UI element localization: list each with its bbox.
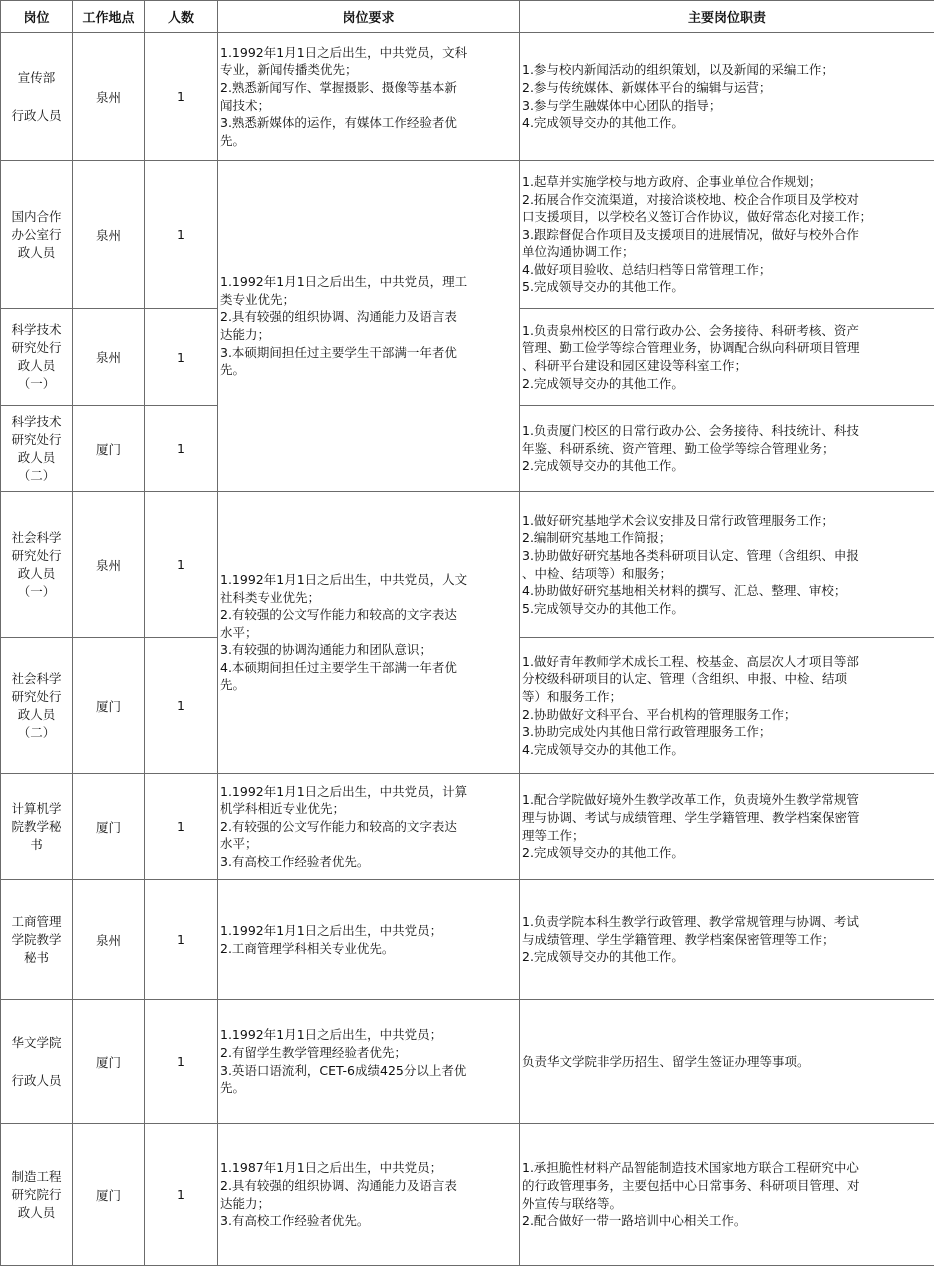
requirement-line: 专业，新闻传播类优先； (220, 62, 358, 78)
position-cell (1, 774, 73, 880)
requirement-line: 3.熟悉新媒体的运作，有媒体工作经验者优 (220, 115, 457, 131)
requirement-line: 2.具有较强的组织协调、沟通能力及语言表 (220, 309, 457, 325)
duty-line: 5.完成领导交办的其他工作。 (522, 600, 684, 616)
table-row (1, 1000, 934, 1124)
position-line: （二） (17, 467, 56, 483)
requirement-line: 机学科相近专业优先； (220, 801, 346, 817)
position-line: 工商管理 (11, 913, 62, 929)
duties-cell (520, 774, 934, 880)
duty-line: 的行政管理事务，主要包括中心日常事务、科研项目管理、对 (522, 1177, 860, 1193)
duty-line: 1.参与校内新闻活动的组织策划，以及新闻的采编工作； (522, 62, 834, 78)
duty-line: 与成绩管理、学生学籍管理、教学档案保密管理等工作； (522, 931, 835, 947)
duty-line: 2.编制研究基地工作简报； (522, 530, 672, 546)
count-cell: 1 (145, 1000, 218, 1124)
requirements-cell-merged (218, 492, 520, 774)
position-line: 研究处行 (11, 547, 62, 563)
duty-line: 口支援项目，以学校名义签订合作协议，做好常态化对接工作； (522, 209, 873, 225)
requirement-line: 社科类专业优先； (220, 589, 321, 605)
requirement-line: 先。 (220, 1080, 246, 1096)
requirement-line: 2.熟悉新闻写作、掌握摄影、摄像等基本新 (220, 79, 457, 95)
requirements-cell (218, 33, 520, 161)
duty-line: 1.配合学院做好境外生教学改革工作，负责境外生教学常规管 (522, 792, 859, 808)
duties-cell (520, 492, 934, 638)
position-line: 行政人员 (11, 1072, 62, 1088)
position-line: 计算机学 (11, 800, 62, 816)
duty-line: 1.负责厦门校区的日常行政办公、会务接待、科技统计、科技 (522, 423, 859, 439)
location-cell: 厦门 (73, 638, 145, 774)
requirement-line: 水平； (220, 624, 258, 640)
position-cell (1, 880, 73, 1000)
duties-cell (520, 1124, 934, 1266)
duty-line: 1.负责泉州校区的日常行政办公、会务接待、科研考核、资产 (522, 322, 859, 338)
header-count: 人数 (145, 1, 218, 33)
duty-line: 2.参与传统媒体、新媒体平台的编辑与运营； (522, 79, 772, 95)
requirement-line: 1.1992年1月1日之后出生，中共党员，文科 (220, 44, 468, 60)
requirements-cell-merged (218, 161, 520, 492)
count-cell: 1 (145, 492, 218, 638)
position-line: 科学技术 (11, 322, 62, 337)
table-row (1, 492, 934, 638)
position-cell (1, 161, 73, 309)
position-line: 社会科学 (11, 529, 62, 545)
duty-line: 1.起草并实施学校与地方政府、企事业单位合作规划； (522, 173, 822, 189)
table-row (1, 1124, 934, 1266)
location-cell: 泉州 (73, 161, 145, 309)
header-requirements: 岗位要求 (218, 1, 520, 33)
duties-cell (520, 406, 934, 492)
duty-line: 2.拓展合作交流渠道，对接洽谈校地、校企合作项目及学校对 (522, 191, 859, 207)
duty-line: 理与协调、考试与成绩管理、学生学籍管理、教学档案保密管 (522, 809, 860, 825)
position-line: 行政人员 (11, 107, 62, 123)
requirement-line: 先。 (220, 362, 246, 378)
duty-line: 3.参与学生融媒体中心团队的指导； (522, 97, 722, 113)
position-cell (1, 638, 73, 774)
table-row (1, 33, 934, 161)
duty-line: 年鉴、科研系统、资产管理、勤工俭学等综合管理业务； (522, 440, 835, 456)
duty-line: 1.负责学院本科生教学行政管理、教学常规管理与协调、考试 (522, 914, 859, 930)
table-row (1, 161, 934, 309)
position-cell (1, 1124, 73, 1266)
header-duties: 主要岗位职责 (520, 1, 934, 33)
position-cell (1, 1000, 73, 1124)
count-cell: 1 (145, 638, 218, 774)
requirement-line: 1.1992年1月1日之后出生，中共党员； (220, 1027, 443, 1043)
requirement-line: 2.有留学生教学管理经验者优先； (220, 1044, 407, 1060)
duties-cell (520, 1000, 934, 1124)
duty-line: 1.做好研究基地学术会议安排及日常行政管理服务工作； (522, 512, 834, 528)
position-line: 秘书 (23, 949, 49, 965)
requirement-line: 闻技术； (220, 97, 271, 113)
location-cell: 泉州 (73, 880, 145, 1000)
position-line: 学院教学 (11, 931, 62, 947)
position-line: 制造工程 (11, 1168, 62, 1184)
duties-cell (520, 880, 934, 1000)
requirement-line: 4.本硕期间担任过主要学生干部满一年者优 (220, 659, 457, 675)
position-line: 研究院行 (11, 1186, 62, 1202)
location-cell: 厦门 (73, 406, 145, 492)
position-line: （二） (17, 724, 56, 740)
count-cell: 1 (145, 1124, 218, 1266)
requirements-cell (218, 1124, 520, 1266)
requirement-line: 2.工商管理学科相关专业优先。 (220, 940, 395, 956)
duty-line: 2.完成领导交办的其他工作。 (522, 458, 684, 474)
duty-line: 3.协助做好研究基地各类科研项目认定、管理（含组织、申报 (522, 547, 859, 563)
duty-line: 、科研平台建设和园区建设等科室工作； (522, 358, 748, 373)
count-cell: 1 (145, 33, 218, 161)
position-line: 办公室行 (11, 226, 62, 242)
duty-line: 2.协助做好文科平台、平台机构的管理服务工作； (522, 706, 797, 722)
duty-line: 4.协助做好研究基地相关材料的撰写、汇总、整理、审校； (522, 583, 847, 599)
requirement-line: 达能力； (220, 1195, 271, 1211)
position-line: 宣传部 (17, 69, 56, 85)
location-cell: 泉州 (73, 492, 145, 638)
count-cell: 1 (145, 161, 218, 309)
duty-line: 2.配合做好一带一路培训中心相关工作。 (522, 1213, 747, 1229)
requirement-line: 先。 (220, 677, 246, 693)
requirement-line: 3.有高校工作经验者优先。 (220, 1213, 370, 1229)
duty-line: 4.完成领导交办的其他工作。 (522, 115, 684, 131)
requirement-line: 3.英语口语流利，CET-6成绩425分以上者优 (220, 1062, 467, 1078)
position-cell (1, 492, 73, 638)
position-cell (1, 406, 73, 492)
duties-cell (520, 161, 934, 309)
position-cell (1, 33, 73, 161)
duty-line: 1.承担脆性材料产品智能制造技术国家地方联合工程研究中心 (522, 1160, 859, 1176)
duties-cell (520, 309, 934, 406)
duty-line: 、中检、结项等）和服务； (522, 565, 673, 581)
duty-line: 单位沟通协调工作； (522, 244, 635, 260)
duty-line: 2.完成领导交办的其他工作。 (522, 949, 684, 965)
duty-line: 3.跟踪督促合作项目及支援项目的进展情况，做好与校外合作 (522, 226, 859, 242)
duty-line: 负责华文学院非学历招生、留学生签证办理等事项。 (522, 1053, 810, 1069)
requirements-cell (218, 1000, 520, 1124)
duty-line: 外宣传与联络等。 (522, 1195, 623, 1211)
requirement-line: 3.有高校工作经验者优先。 (220, 853, 370, 869)
duty-line: 2.完成领导交办的其他工作。 (522, 845, 684, 861)
requirement-line: 1.1987年1月1日之后出生，中共党员； (220, 1160, 443, 1176)
duty-line: 5.完成领导交办的其他工作。 (522, 279, 684, 295)
header-position: 岗位 (1, 1, 73, 33)
duty-line: 1.做好青年教师学术成长工程、校基金、高层次人才项目等部 (522, 653, 859, 669)
header-row (1, 1, 934, 33)
count-cell: 1 (145, 406, 218, 492)
position-line: 政人员 (17, 244, 56, 260)
position-line: 国内合作 (11, 208, 62, 224)
location-cell: 泉州 (73, 309, 145, 406)
duties-cell (520, 33, 934, 161)
duty-line: 3.协助完成处内其他日常行政管理服务工作； (522, 724, 772, 740)
requirements-cell (218, 774, 520, 880)
position-line: 华文学院 (11, 1034, 62, 1050)
duty-line: 管理、勤工俭学等综合管理业务，协调配合纵向科研项目管理 (522, 340, 860, 356)
table-row (1, 774, 934, 880)
duty-line: 等）和服务工作； (522, 688, 623, 704)
position-cell (1, 309, 73, 406)
position-line: 社会科学 (11, 670, 62, 686)
position-line: 科学技术 (11, 413, 62, 429)
position-line: （一） (17, 583, 56, 599)
position-line: 研究处行 (11, 340, 62, 355)
position-line: 政人员 (17, 565, 56, 581)
location-cell: 厦门 (73, 1000, 145, 1124)
requirement-line: 达能力； (220, 327, 271, 342)
requirement-line: 3.有较强的协调沟通能力和团队意识； (220, 642, 432, 658)
requirements-cell (218, 880, 520, 1000)
position-line: 政人员 (17, 449, 56, 465)
table-row (1, 880, 934, 1000)
position-line: 研究处行 (11, 431, 62, 447)
count-cell: 1 (145, 309, 218, 406)
duty-line: 4.做好项目验收、总结归档等日常管理工作； (522, 261, 772, 277)
duty-line: 4.完成领导交办的其他工作。 (522, 741, 684, 757)
position-line: 政人员 (17, 358, 56, 373)
duty-line: 理等工作； (522, 827, 585, 843)
requirement-line: 2.有较强的公文写作能力和较高的文字表达 (220, 607, 457, 623)
location-cell: 厦门 (73, 774, 145, 880)
position-line: 政人员 (17, 706, 56, 722)
position-line: （一） (17, 376, 56, 391)
requirement-line: 类专业优先； (220, 291, 296, 307)
requirement-line: 2.具有较强的组织协调、沟通能力及语言表 (220, 1177, 457, 1193)
duties-cell (520, 638, 934, 774)
position-line: 院教学秘 (11, 818, 62, 834)
requirement-line: 1.1992年1月1日之后出生，中共党员，理工 (220, 274, 468, 290)
duty-line: 分校级科研项目的认定、管理（含组织、申报、中检、结项 (522, 671, 848, 687)
position-line: 书 (30, 836, 43, 852)
count-cell: 1 (145, 880, 218, 1000)
position-line: 研究处行 (11, 688, 62, 704)
requirement-line: 水平； (220, 836, 258, 852)
requirement-line: 1.1992年1月1日之后出生，中共党员； (220, 922, 443, 938)
requirement-line: 1.1992年1月1日之后出生，中共党员，人文 (220, 571, 468, 587)
count-cell: 1 (145, 774, 218, 880)
location-cell: 厦门 (73, 1124, 145, 1266)
requirement-line: 2.有较强的公文写作能力和较高的文字表达 (220, 818, 457, 834)
requirement-line: 先。 (220, 132, 246, 148)
requirement-line: 1.1992年1月1日之后出生，中共党员，计算 (220, 783, 468, 799)
position-line: 政人员 (17, 1204, 56, 1220)
header-location: 工作地点 (73, 1, 145, 33)
requirement-line: 3.本硕期间担任过主要学生干部满一年者优 (220, 344, 457, 360)
location-cell: 泉州 (73, 33, 145, 161)
duty-line: 2.完成领导交办的其他工作。 (522, 375, 684, 391)
